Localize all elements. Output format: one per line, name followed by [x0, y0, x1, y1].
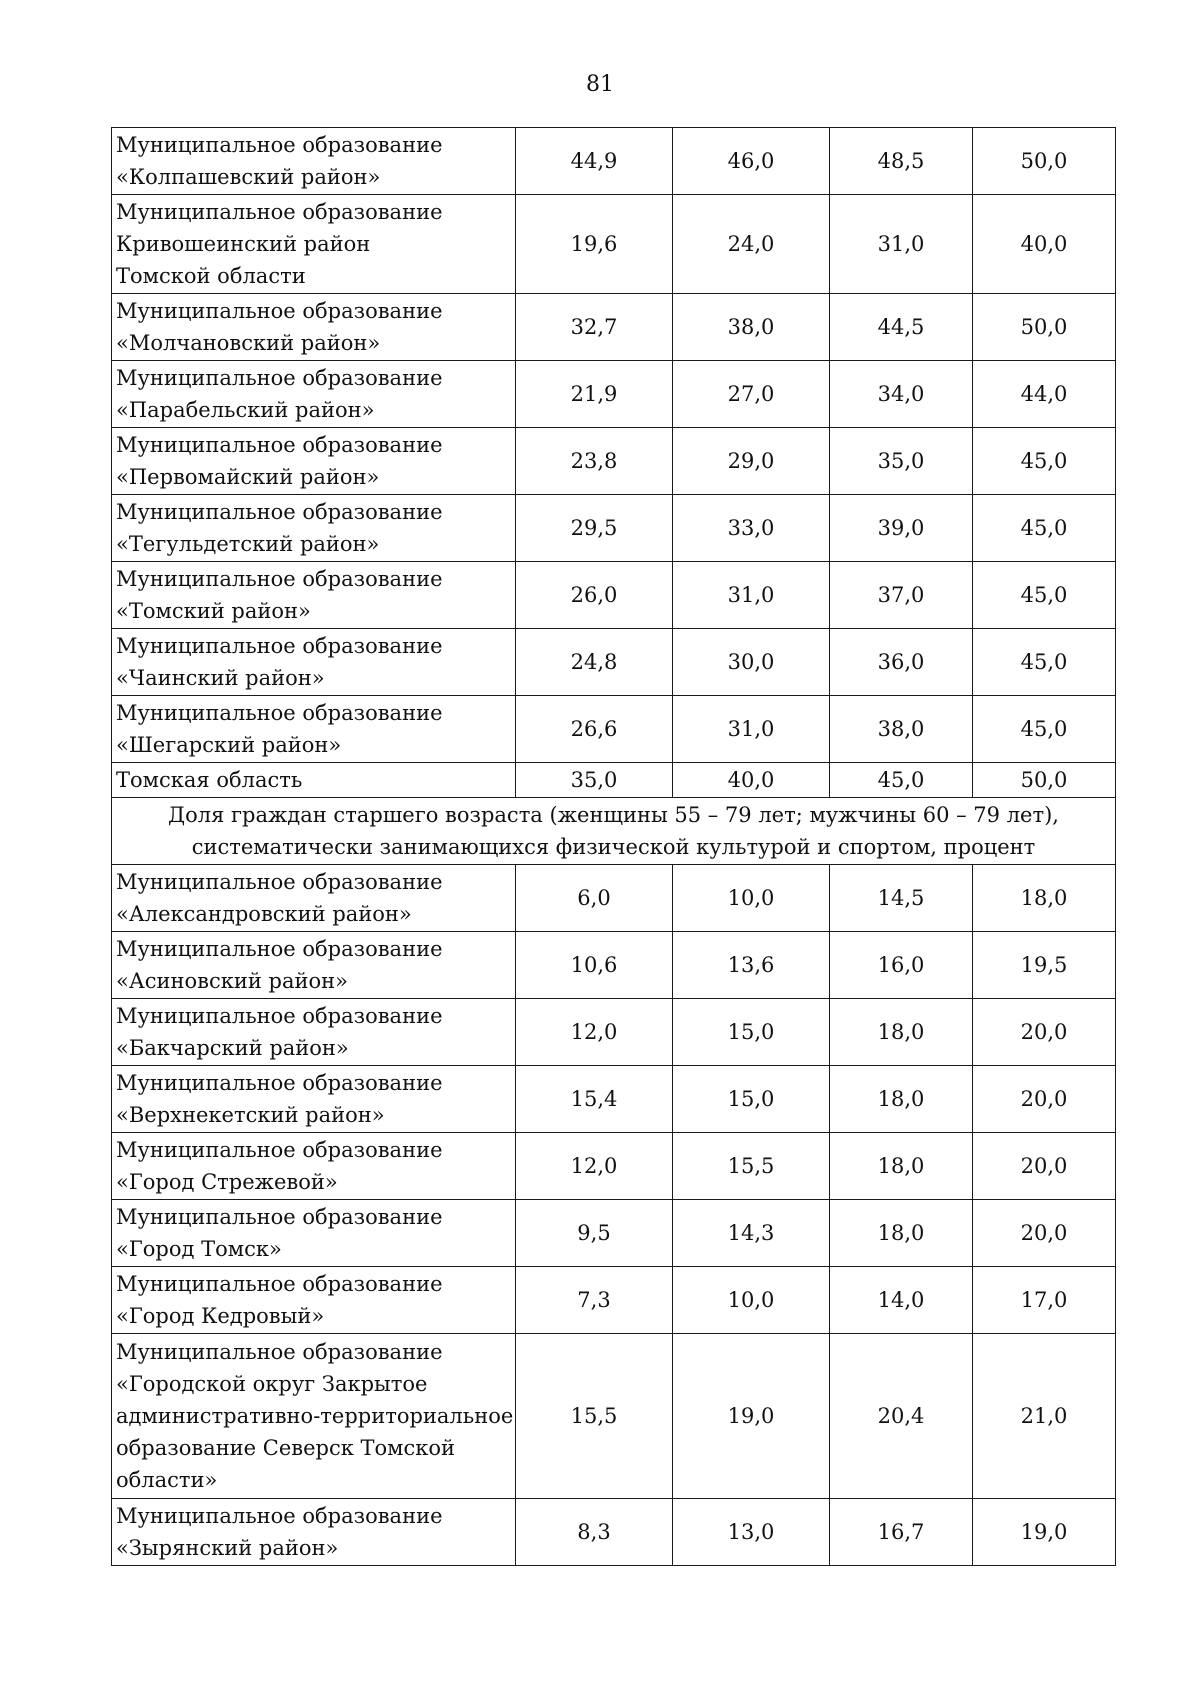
value-cell: 12,0 [516, 1133, 673, 1200]
municipality-name: Муниципальное образование «Город Томск» [112, 1200, 516, 1267]
table-row [112, 1267, 1116, 1334]
municipality-name: Муниципальное образование «Асиновский район» [112, 932, 516, 999]
table-row [112, 195, 1116, 294]
value-cell: 14,5 [830, 865, 973, 932]
value-cell: 13,0 [673, 1499, 830, 1566]
municipality-name: Муниципальное образование «Тегульдетский район» [112, 495, 516, 562]
value-cell: 18,0 [973, 865, 1116, 932]
value-cell: 9,5 [516, 1200, 673, 1267]
value-cell: 20,0 [973, 1200, 1116, 1267]
value-cell: 21,0 [973, 1334, 1116, 1499]
value-cell: 21,9 [516, 361, 673, 428]
value-cell: 24,0 [673, 195, 830, 294]
value-cell: 45,0 [973, 562, 1116, 629]
value-cell: 15,4 [516, 1066, 673, 1133]
value-cell: 16,0 [830, 932, 973, 999]
value-cell: 40,0 [673, 763, 830, 798]
value-cell: 24,8 [516, 629, 673, 696]
value-cell: 16,7 [830, 1499, 973, 1566]
value-cell: 31,0 [830, 195, 973, 294]
table-row [112, 428, 1116, 495]
value-cell: 45,0 [830, 763, 973, 798]
table-row [112, 763, 1116, 798]
value-cell: 31,0 [673, 696, 830, 763]
value-cell: 35,0 [830, 428, 973, 495]
value-cell: 10,0 [673, 1267, 830, 1334]
value-cell: 15,0 [673, 1066, 830, 1133]
value-cell: 40,0 [973, 195, 1116, 294]
value-cell: 8,3 [516, 1499, 673, 1566]
value-cell: 20,4 [830, 1334, 973, 1499]
municipality-name: Муниципальное образование «Шегарский район» [112, 696, 516, 763]
value-cell: 32,7 [516, 294, 673, 361]
value-cell: 19,6 [516, 195, 673, 294]
municipality-name: Муниципальное образование Кривошеинский район Томской области [112, 195, 516, 294]
table-row [112, 562, 1116, 629]
value-cell: 13,6 [673, 932, 830, 999]
value-cell: 29,5 [516, 495, 673, 562]
municipality-name: Муниципальное образование «Бакчарский район» [112, 999, 516, 1066]
table-row [112, 932, 1116, 999]
page-number: 81 [586, 72, 614, 97]
value-cell: 10,6 [516, 932, 673, 999]
municipality-name: Муниципальное образование «Томский район» [112, 562, 516, 629]
value-cell: 44,9 [516, 128, 673, 195]
value-cell: 34,0 [830, 361, 973, 428]
value-cell: 44,0 [973, 361, 1116, 428]
table-row [112, 865, 1116, 932]
value-cell: 31,0 [673, 562, 830, 629]
municipality-name: Муниципальное образование «Первомайский район» [112, 428, 516, 495]
value-cell: 6,0 [516, 865, 673, 932]
municipality-name: Муниципальное образование «Зырянский район» [112, 1499, 516, 1566]
table-row [112, 1499, 1116, 1566]
value-cell: 15,5 [673, 1133, 830, 1200]
value-cell: 45,0 [973, 428, 1116, 495]
value-cell: 37,0 [830, 562, 973, 629]
table-row [112, 294, 1116, 361]
table-row [112, 1133, 1116, 1200]
value-cell: 10,0 [673, 865, 830, 932]
indicator-table [111, 127, 1116, 1566]
section-header-row [112, 798, 1116, 865]
municipality-name: Муниципальное образование «Город Стрежевой» [112, 1133, 516, 1200]
value-cell: 50,0 [973, 294, 1116, 361]
value-cell: 38,0 [830, 696, 973, 763]
municipality-name: Томская область [112, 763, 516, 798]
value-cell: 26,0 [516, 562, 673, 629]
value-cell: 45,0 [973, 696, 1116, 763]
value-cell: 36,0 [830, 629, 973, 696]
value-cell: 18,0 [830, 999, 973, 1066]
value-cell: 29,0 [673, 428, 830, 495]
value-cell: 18,0 [830, 1066, 973, 1133]
value-cell: 19,0 [973, 1499, 1116, 1566]
value-cell: 7,3 [516, 1267, 673, 1334]
value-cell: 38,0 [673, 294, 830, 361]
value-cell: 19,5 [973, 932, 1116, 999]
table-row [112, 1334, 1116, 1499]
table-row [112, 495, 1116, 562]
table-row [112, 1200, 1116, 1267]
table-row [112, 1066, 1116, 1133]
value-cell: 35,0 [516, 763, 673, 798]
value-cell: 20,0 [973, 1066, 1116, 1133]
value-cell: 26,6 [516, 696, 673, 763]
value-cell: 18,0 [830, 1133, 973, 1200]
value-cell: 14,3 [673, 1200, 830, 1267]
value-cell: 27,0 [673, 361, 830, 428]
value-cell: 39,0 [830, 495, 973, 562]
municipality-name: Муниципальное образование «Чаинский район» [112, 629, 516, 696]
value-cell: 45,0 [973, 629, 1116, 696]
value-cell: 17,0 [973, 1267, 1116, 1334]
value-cell: 14,0 [830, 1267, 973, 1334]
value-cell: 30,0 [673, 629, 830, 696]
value-cell: 20,0 [973, 999, 1116, 1066]
table-row [112, 629, 1116, 696]
value-cell: 48,5 [830, 128, 973, 195]
municipality-name: Муниципальное образование «Городской округ Закрытое административно-территориальное образование Северск Томской области» [112, 1334, 516, 1499]
municipality-name: Муниципальное образование «Колпашевский район» [112, 128, 516, 195]
value-cell: 33,0 [673, 495, 830, 562]
value-cell: 45,0 [973, 495, 1116, 562]
table-row [112, 361, 1116, 428]
value-cell: 19,0 [673, 1334, 830, 1499]
municipality-name: Муниципальное образование «Город Кедровый» [112, 1267, 516, 1334]
value-cell: 46,0 [673, 128, 830, 195]
table-row [112, 696, 1116, 763]
municipality-name: Муниципальное образование «Молчановский район» [112, 294, 516, 361]
section-title: Доля граждан старшего возраста (женщины 55 – 79 лет; мужчины 60 – 79 лет), систематически занимающихся физической культурой и спортом, процент [112, 798, 1116, 865]
value-cell: 20,0 [973, 1133, 1116, 1200]
value-cell: 18,0 [830, 1200, 973, 1267]
municipality-name: Муниципальное образование «Александровский район» [112, 865, 516, 932]
value-cell: 23,8 [516, 428, 673, 495]
value-cell: 15,5 [516, 1334, 673, 1499]
value-cell: 44,5 [830, 294, 973, 361]
table-row [112, 999, 1116, 1066]
municipality-name: Муниципальное образование «Верхнекетский район» [112, 1066, 516, 1133]
value-cell: 50,0 [973, 763, 1116, 798]
municipality-name: Муниципальное образование «Парабельский район» [112, 361, 516, 428]
value-cell: 50,0 [973, 128, 1116, 195]
table-row [112, 128, 1116, 195]
value-cell: 12,0 [516, 999, 673, 1066]
value-cell: 15,0 [673, 999, 830, 1066]
